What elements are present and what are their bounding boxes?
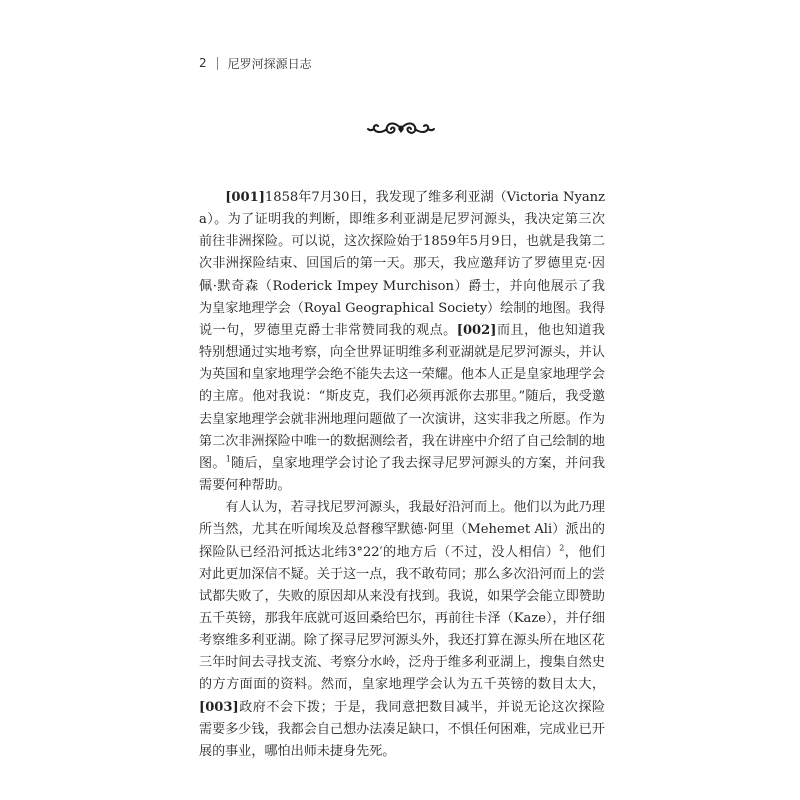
paragraph-1-text-a: 1858年7月30日，我发现了维多利亚湖（Victoria Nyanza）。为了证明我的判断，即维多利亚湖是尼罗河源头，我决定第三次前往非洲探险。可以说，这次探险始于1859年5月9日，也就是我第二次非洲探险结束、回国后的第一天。那天，我应邀拜访了罗德里克·因佩·默奇森（Roderick Impey Murchison）爵士，并向他展示了我为皇家地理学会（Royal Geographical Society）绘制的地图。我得说一句，罗德里克爵士非常赞同我的观点。 bbox=[199, 190, 605, 338]
section-marker-003: [003] bbox=[199, 699, 239, 715]
chapter-ornament-icon bbox=[365, 118, 437, 140]
paragraph-1 bbox=[199, 187, 605, 497]
paragraph-2-text-a: 有人认为，若寻找尼罗河源头，我最好沿河而上。他们以为此乃理所当然，尤其在听闻埃及总督穆罕默德·阿里（Mehemet Ali）派出的探险队已经沿河抵达北纬3°22′的地方后（不过，没人相信） bbox=[199, 500, 605, 560]
section-marker-002: [002] bbox=[456, 322, 497, 338]
section-marker-001: [001] bbox=[225, 190, 265, 205]
paragraph-1-text-c: 随后，皇家地理学会讨论了我去探寻尼罗河源头的方案，并问我需要何种帮助。 bbox=[199, 455, 606, 494]
footnote-ref-1[interactable]: 1 bbox=[225, 454, 231, 464]
paragraph-2-text-b: ，他们对此更加深信不疑。关于这一点，我不敢苟同；那么多次沿河而上的尝试都失败了，失败的原因却从来没有找到。我说，如果学会能立即赞助五千英镑，那我年底就可返回桑给巴尔，再前往卡泽（Kaze），并仔细考察维多利亚湖。除了探寻尼罗河源头外，我还打算在源头所在地区花三年时间去寻找支流、考察分水岭，泛舟于维多利亚湖上，搜集自然史的方方面面的资料。然而，皇家地理学会认为五千英镑的数目太大， bbox=[199, 544, 606, 693]
paragraph-2-text-c: 政府不会下拨；于是，我同意把数目减半，并说无论这次探险需要多少钱，我都会自己想办法凑足缺口，不惧任何困难，完成业已开展的事业，哪怕出师未捷身先死。 bbox=[199, 699, 605, 759]
page-number: 2 bbox=[199, 56, 207, 70]
paragraph-2 bbox=[199, 497, 605, 763]
footnote-ref-2[interactable]: 2 bbox=[559, 543, 565, 553]
paragraph-1-text-b: 而且，他也知道我特别想通过实地考察，向全世界证明维多利亚湖就是尼罗河源头，并认为英国和皇家地理学会绝不能失去这一荣耀。他本人正是皇家地理学会的主席。他对我说：“斯皮克，我们必须再派你去那里。”随后，我受邀去皇家地理学会就非洲地理问题做了一次演讲，这实非我之所愿。作为第二次非洲探险中唯一的数据测绘者，我在讲座中介绍了自己绘制的地图。 bbox=[199, 322, 606, 471]
running-header bbox=[199, 53, 312, 73]
main-text bbox=[199, 187, 605, 763]
book-title: 尼罗河探源日志 bbox=[227, 56, 312, 71]
header-divider bbox=[217, 57, 218, 70]
